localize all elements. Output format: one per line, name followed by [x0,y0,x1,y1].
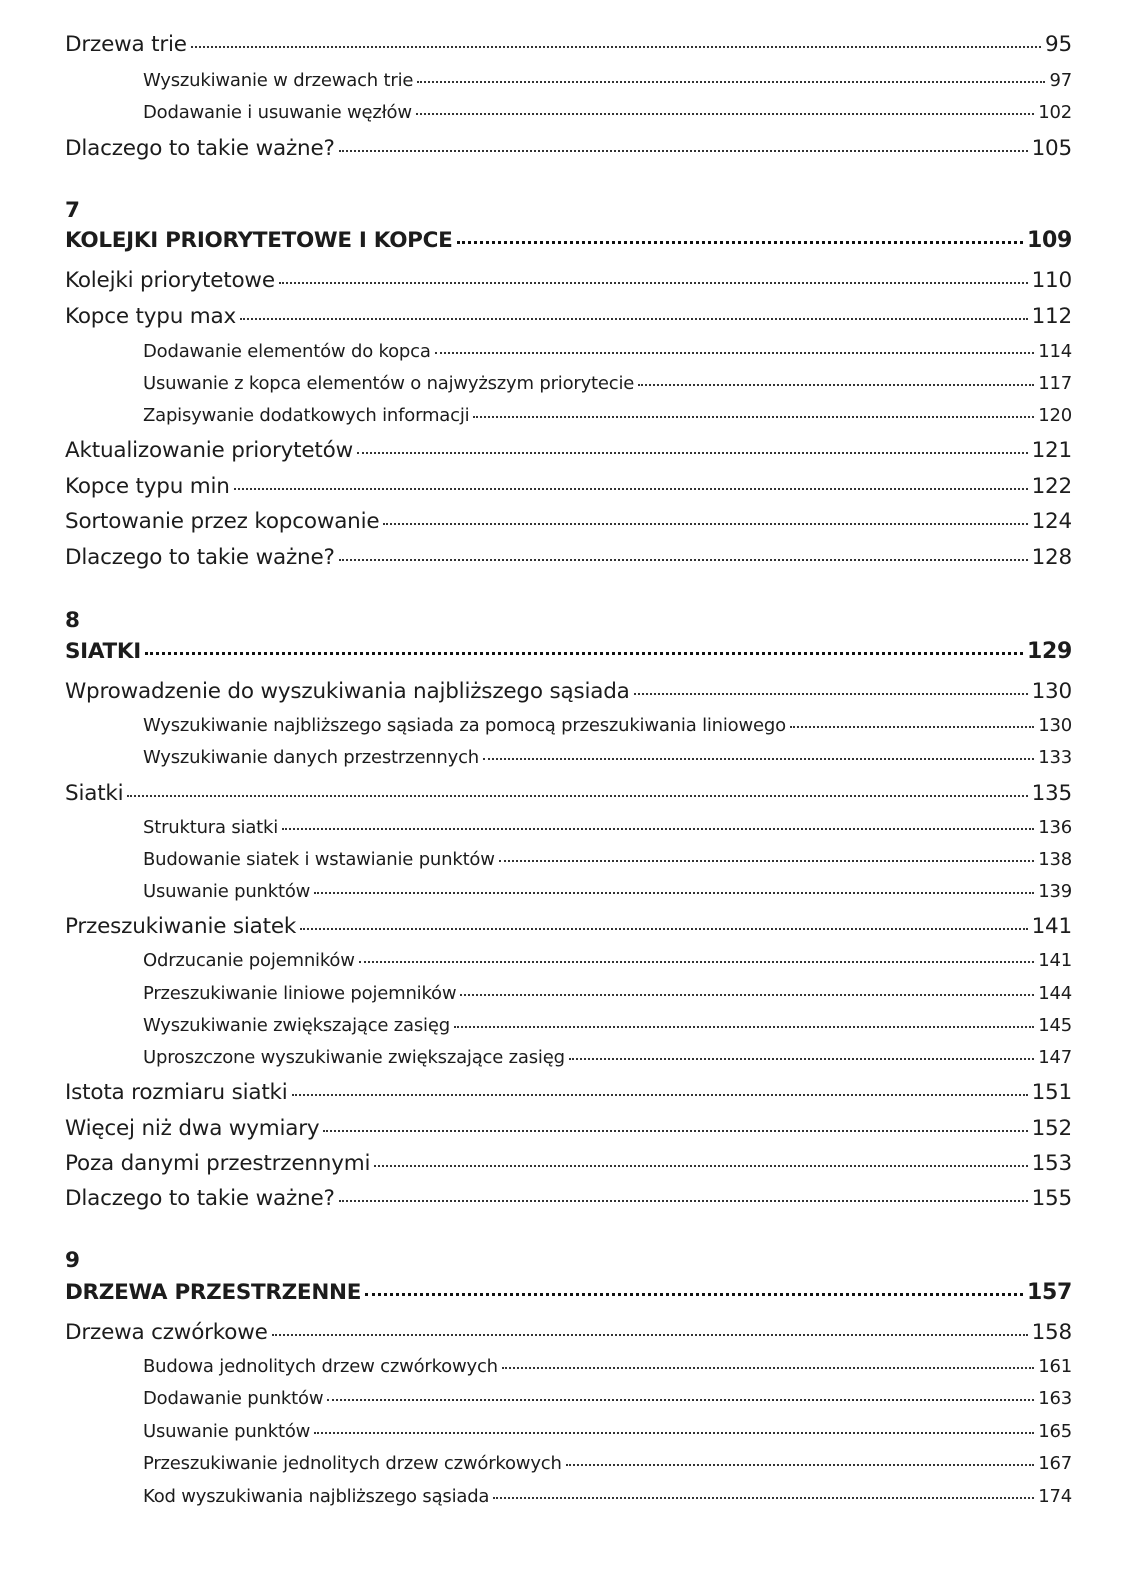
toc-entry-page: 141 [1038,950,1072,971]
dot-leader [483,758,1034,760]
dot-leader [638,384,1034,386]
toc-entry [65,545,1072,570]
toc-entry-page: 117 [1038,373,1072,394]
dot-leader [566,1464,1035,1466]
toc-subentry [143,983,1072,1004]
toc-entry-page: 110 [1031,268,1072,293]
toc-subentry [143,1421,1072,1442]
toc-entry-title: Odrzucanie pojemników [143,950,355,971]
toc-subentry [143,1356,1072,1377]
toc-entry-page: 163 [1038,1388,1072,1409]
toc-entry [65,679,1072,704]
toc-entry-page: 152 [1031,1116,1072,1141]
toc-subentry [143,373,1072,394]
toc-subentry [143,849,1072,870]
toc-entry [65,136,1072,161]
toc-entry-page: 161 [1038,1356,1072,1377]
dot-leader [359,961,1034,963]
chapter-title: KOLEJKI PRIORYTETOWE I KOPCE [65,228,453,253]
toc-entry-title: Budowanie siatek i wstawianie punktów [143,849,495,870]
toc-entry-title: Przeszukiwanie liniowe pojemników [143,983,457,1004]
toc-entry-title: Dodawanie i usuwanie węzłów [143,102,412,123]
dot-leader [127,795,1027,797]
toc-entry-page: 121 [1031,438,1072,463]
toc-subentry [143,1388,1072,1409]
toc-entry-page: 147 [1038,1047,1072,1068]
toc-entry-page: 114 [1038,341,1072,362]
toc-entry-title: Wyszukiwanie w drzewach trie [143,70,414,91]
toc-entry [65,1080,1072,1105]
toc-entry [65,438,1072,463]
toc-entry-title: Aktualizowanie priorytetów [65,438,354,463]
toc-entry-page: 141 [1031,914,1072,939]
toc-entry-page: 174 [1038,1486,1072,1507]
chapter-number: 8 [65,608,80,633]
toc-entry [65,914,1072,939]
toc-subentry [143,405,1072,426]
dot-leader [365,1293,1023,1296]
chapter-page: 109 [1026,228,1072,253]
chapter-heading [65,228,1072,253]
toc-entry-title: Dodawanie punktów [143,1388,324,1409]
toc-entry [65,781,1072,806]
toc-entry-page: 128 [1031,545,1072,570]
toc-entry [65,32,1072,57]
toc-entry-page: 133 [1038,747,1072,768]
dot-leader [634,693,1028,695]
toc-entry-page: 155 [1031,1186,1072,1211]
dot-leader [234,488,1028,490]
toc-subentry [143,715,1072,736]
dot-leader [191,46,1041,48]
dot-leader [460,994,1034,996]
dot-leader [323,1130,1027,1132]
toc-entry-page: 151 [1031,1080,1072,1105]
toc-entry-title: Budowa jednolitych drzew czwórkowych [143,1356,498,1377]
toc-entry-title: Struktura siatki [143,817,279,838]
toc-entry-title: Wyszukiwanie najbliższego sąsiada za pomocą przeszukiwania liniowego [143,715,786,736]
dot-leader [339,150,1028,152]
toc-entry [65,1186,1072,1211]
toc-entry-title: Przeszukiwanie jednolitych drzew czwórkowych [143,1453,562,1474]
chapter-heading [65,1280,1072,1305]
toc-entry-title: Kopce typu max [65,304,237,329]
dot-leader [339,1200,1028,1202]
toc-subentry [143,70,1072,91]
dot-leader [339,559,1028,561]
dot-leader [457,241,1023,244]
toc-entry-title: Istota rozmiaru siatki [65,1080,288,1105]
toc-entry-page: 122 [1031,474,1072,499]
dot-leader [145,652,1023,655]
toc-entry-page: 153 [1031,1151,1072,1176]
toc-entry-title: Przeszukiwanie siatek [65,914,297,939]
chapter-page: 129 [1026,639,1072,664]
toc-subentry [143,950,1072,971]
toc-entry [65,509,1072,534]
dot-leader [300,928,1027,930]
toc-entry-title: Sortowanie przez kopcowanie [65,509,380,534]
toc-entry-title: Dlaczego to takie ważne? [65,1186,335,1211]
dot-leader [473,416,1034,418]
toc-entry-page: 158 [1031,1320,1072,1345]
toc-entry-page: 145 [1038,1015,1072,1036]
toc-entry [65,474,1072,499]
dot-leader [454,1026,1034,1028]
toc-entry-page: 112 [1031,304,1072,329]
toc-subentry [143,1453,1072,1474]
dot-leader [493,1497,1034,1499]
toc-entry-title: Usuwanie punktów [143,881,311,902]
toc-subentry [143,341,1072,362]
toc-entry-title: Dlaczego to takie ważne? [65,545,335,570]
toc-entry-page: 130 [1038,715,1072,736]
toc-entry-page: 102 [1038,102,1072,123]
toc-entry-title: Wprowadzenie do wyszukiwania najbliższego sąsiada [65,679,630,704]
toc-entry-page: 97 [1049,70,1072,91]
dot-leader [272,1334,1028,1336]
toc-entry-page: 135 [1031,781,1072,806]
dot-leader [314,892,1034,894]
toc-entry-title: Uproszczone wyszukiwanie zwiększające zasięg [143,1047,565,1068]
toc-entry-title: Poza danymi przestrzennymi [65,1151,371,1176]
toc-subentry [143,1047,1072,1068]
toc-entry-title: Kolejki priorytetowe [65,268,275,293]
dot-leader [292,1094,1028,1096]
toc-entry [65,304,1072,329]
toc-entry [65,1116,1072,1141]
toc-entry-title: Dodawanie elementów do kopca [143,341,431,362]
toc-entry-title: Zapisywanie dodatkowych informacji [143,405,470,426]
toc-entry [65,1151,1072,1176]
toc-subentry [143,102,1072,123]
toc-entry-page: 105 [1031,136,1072,161]
dot-leader [357,452,1028,454]
toc-entry [65,268,1072,293]
toc-entry-title: Kod wyszukiwania najbliższego sąsiada [143,1486,490,1507]
chapter-page: 157 [1026,1280,1072,1305]
dot-leader [499,860,1034,862]
dot-leader [327,1399,1034,1401]
toc-subentry [143,1015,1072,1036]
dot-leader [383,523,1027,525]
dot-leader [240,318,1028,320]
toc-entry-page: 138 [1038,849,1072,870]
toc-entry-page: 130 [1031,679,1072,704]
toc-entry-page: 124 [1031,509,1072,534]
toc-entry-title: Dlaczego to takie ważne? [65,136,335,161]
toc-entry-title: Kopce typu min [65,474,230,499]
toc-entry-title: Usuwanie punktów [143,1421,311,1442]
chapter-title: SIATKI [65,639,141,664]
toc-entry [65,1320,1072,1345]
toc-entry-page: 95 [1045,32,1072,57]
toc-subentry [143,881,1072,902]
toc-entry-page: 139 [1038,881,1072,902]
toc-entry-title: Usuwanie z kopca elementów o najwyższym priorytecie [143,373,635,394]
toc-entry-title: Wyszukiwanie danych przestrzennych [143,747,479,768]
dot-leader [374,1165,1027,1167]
chapter-number: 7 [65,198,80,223]
toc-subentry [143,817,1072,838]
toc-entry-page: 120 [1038,405,1072,426]
chapter-heading [65,639,1072,664]
toc-entry-title: Wyszukiwanie zwiększające zasięg [143,1015,450,1036]
toc-entry-title: Siatki [65,781,124,806]
dot-leader [417,81,1045,83]
dot-leader [279,282,1028,284]
toc-entry-title: Drzewa trie [65,32,187,57]
dot-leader [416,113,1034,115]
dot-leader [435,352,1035,354]
toc-entry-title: Więcej niż dwa wymiary [65,1116,320,1141]
toc-entry-title: Drzewa czwórkowe [65,1320,268,1345]
toc-entry-page: 136 [1038,817,1072,838]
dot-leader [502,1367,1034,1369]
toc-subentry [143,747,1072,768]
toc-subentry [143,1486,1072,1507]
chapter-title: DRZEWA PRZESTRZENNE [65,1280,362,1305]
toc-entry-page: 144 [1038,983,1072,1004]
dot-leader [569,1058,1034,1060]
toc-entry-page: 165 [1038,1421,1072,1442]
dot-leader [314,1432,1034,1434]
dot-leader [790,726,1034,728]
chapter-number: 9 [65,1248,80,1273]
dot-leader [282,828,1034,830]
toc-entry-page: 167 [1038,1453,1072,1474]
